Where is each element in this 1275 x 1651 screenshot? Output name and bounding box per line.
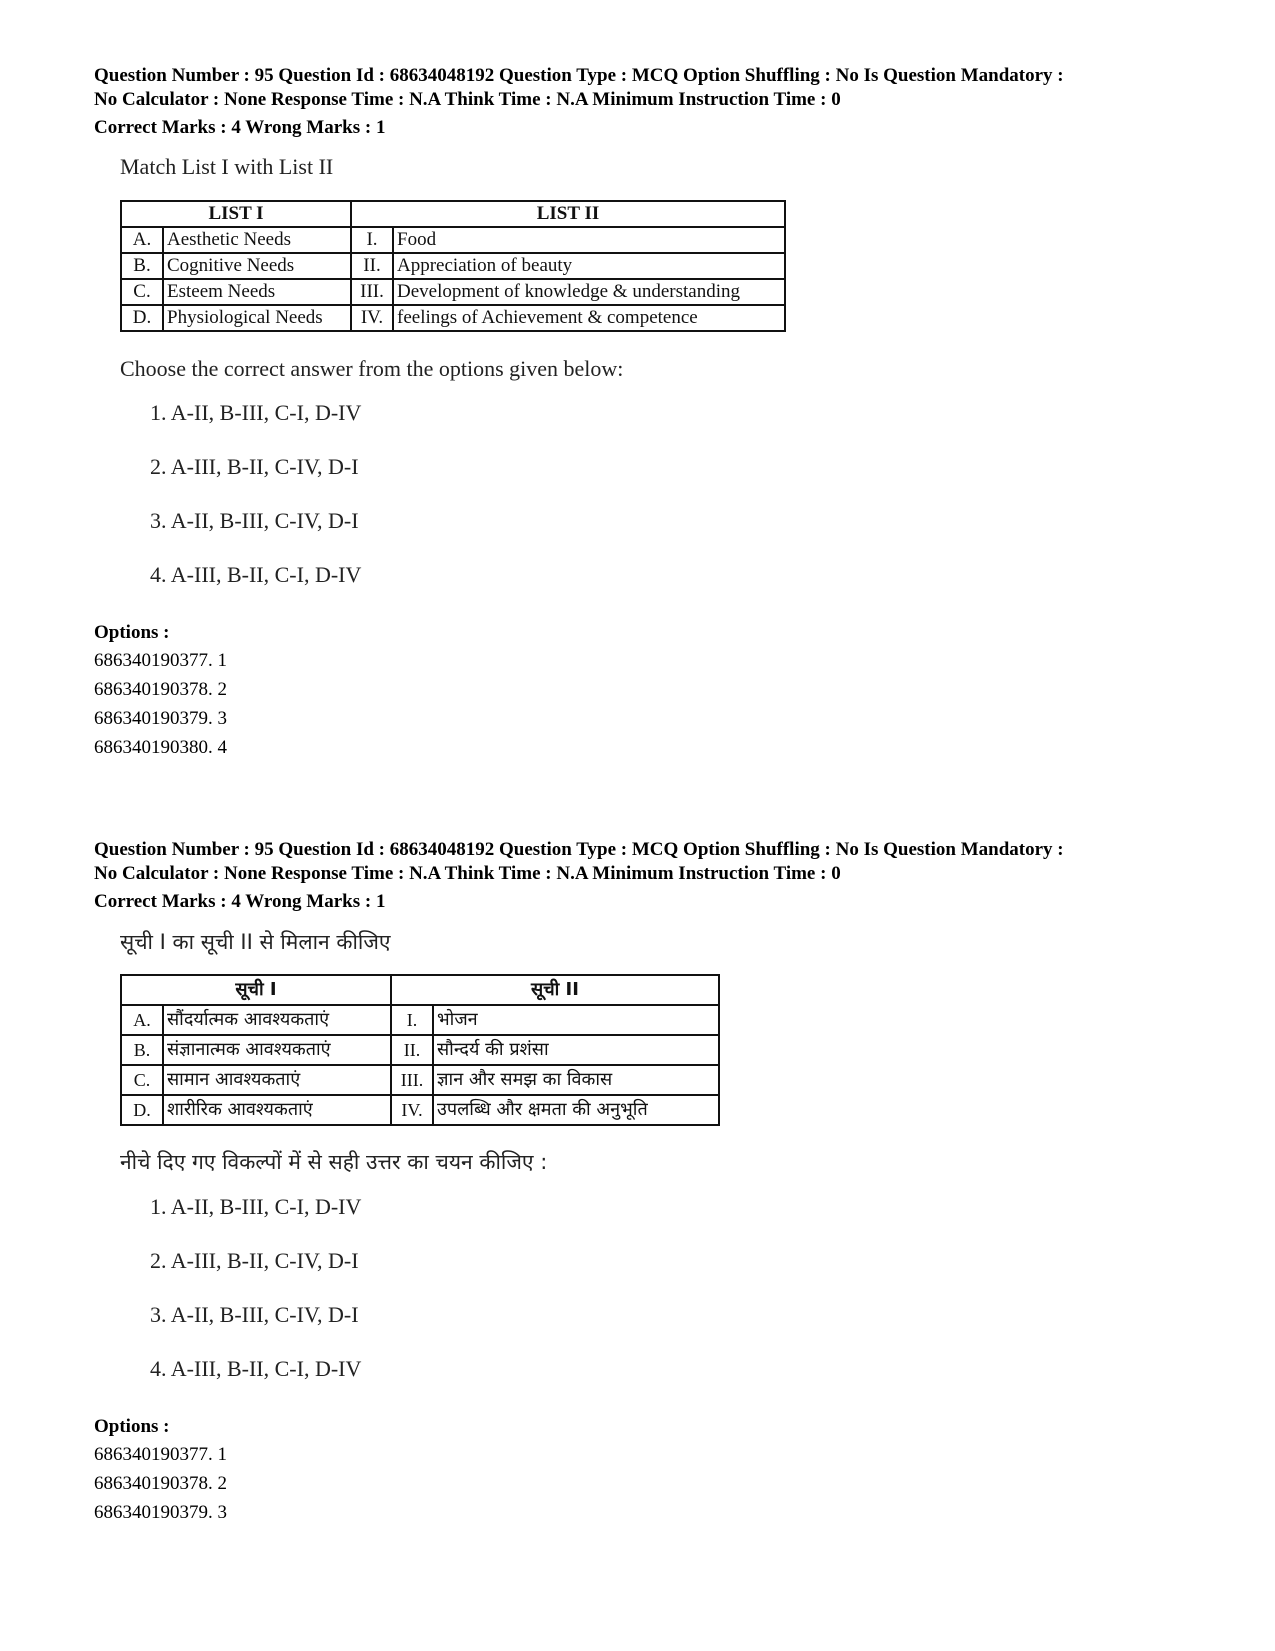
table-row bbox=[121, 1005, 719, 1035]
choose-instruction: Choose the correct answer from the options given below: bbox=[120, 356, 624, 381]
question-body bbox=[120, 154, 1214, 614]
match-table-header bbox=[121, 975, 719, 1005]
question-meta-line: No Calculator : None Response Time : N.A Think Time : N.A Minimum Instruction Time : 0 bbox=[94, 863, 841, 884]
match-table bbox=[120, 974, 720, 1126]
list1-item: सौंदर्यात्मक आवश्यकताएं bbox=[163, 1005, 391, 1035]
row-roman: II. bbox=[351, 253, 393, 279]
table-row bbox=[121, 253, 785, 279]
question-block-english bbox=[94, 64, 1214, 762]
question-meta-line: Question Number : 95 Question Id : 68634048192 Question Type : MCQ Option Shuffling : No Is Question Mandatory : bbox=[94, 65, 1064, 86]
list2-item: ज्ञान और समझ का विकास bbox=[433, 1065, 719, 1095]
question-body bbox=[120, 928, 1214, 1408]
list1-item: Esteem Needs bbox=[163, 279, 351, 305]
answer-choice: 4. A-III, B-II, C-I, D-IV bbox=[150, 562, 362, 587]
answer-list bbox=[150, 1192, 1214, 1408]
table-row bbox=[121, 1095, 719, 1125]
question-meta-line: No Calculator : None Response Time : N.A Think Time : N.A Minimum Instruction Time : 0 bbox=[94, 89, 841, 110]
answer-choice: 3. A-II, B-III, C-IV, D-I bbox=[150, 1302, 359, 1327]
list1-item: Aesthetic Needs bbox=[163, 227, 351, 253]
table-row bbox=[121, 227, 785, 253]
option-item: 686340190380. 4 bbox=[94, 737, 227, 758]
option-item: 686340190378. 2 bbox=[94, 679, 227, 700]
answer-choice: 1. A-II, B-III, C-I, D-IV bbox=[150, 1194, 362, 1219]
question-block-hindi bbox=[94, 838, 1214, 1527]
row-letter: B. bbox=[121, 1035, 163, 1065]
table-row bbox=[121, 305, 785, 331]
question-meta bbox=[94, 64, 1214, 140]
list1-header: LIST I bbox=[121, 201, 351, 227]
answer-choice: 4. A-III, B-II, C-I, D-IV bbox=[150, 1356, 362, 1381]
question-meta-line: Question Number : 95 Question Id : 68634048192 Question Type : MCQ Option Shuffling : No Is Question Mandatory : bbox=[94, 839, 1064, 860]
match-table-header bbox=[121, 201, 785, 227]
row-roman: IV. bbox=[391, 1095, 433, 1125]
list1-item: Cognitive Needs bbox=[163, 253, 351, 279]
answer-choice: 1. A-II, B-III, C-I, D-IV bbox=[150, 400, 362, 425]
option-item: 686340190378. 2 bbox=[94, 1473, 227, 1494]
row-letter: C. bbox=[121, 1065, 163, 1095]
option-item: 686340190377. 1 bbox=[94, 1444, 227, 1465]
options-label: Options : bbox=[94, 622, 170, 643]
answer-choice: 2. A-III, B-II, C-IV, D-I bbox=[150, 1248, 359, 1273]
marks-line: Correct Marks : 4 Wrong Marks : 1 bbox=[94, 891, 386, 912]
row-roman: III. bbox=[351, 279, 393, 305]
row-letter: D. bbox=[121, 305, 163, 331]
list2-item: सौन्दर्य की प्रशंसा bbox=[433, 1035, 719, 1065]
question-title: सूची I का सूची II से मिलान कीजिए bbox=[120, 930, 391, 954]
list2-header: सूची II bbox=[391, 975, 719, 1005]
row-letter: A. bbox=[121, 227, 163, 253]
marks-line: Correct Marks : 4 Wrong Marks : 1 bbox=[94, 117, 386, 138]
list2-header: LIST II bbox=[351, 201, 785, 227]
option-item: 686340190379. 3 bbox=[94, 1502, 227, 1523]
list2-item: Development of knowledge & understanding bbox=[393, 279, 785, 305]
options-label: Options : bbox=[94, 1416, 170, 1437]
table-row bbox=[121, 1065, 719, 1095]
table-row bbox=[121, 1035, 719, 1065]
list2-item: उपलब्धि और क्षमता की अनुभूति bbox=[433, 1095, 719, 1125]
question-title: Match List I with List II bbox=[120, 154, 334, 179]
list1-header: सूची I bbox=[121, 975, 391, 1005]
answer-list bbox=[150, 398, 1214, 614]
option-item: 686340190377. 1 bbox=[94, 650, 227, 671]
list1-item: Physiological Needs bbox=[163, 305, 351, 331]
answer-choice: 3. A-II, B-III, C-IV, D-I bbox=[150, 508, 359, 533]
row-roman: I. bbox=[391, 1005, 433, 1035]
row-letter: A. bbox=[121, 1005, 163, 1035]
option-item: 686340190379. 3 bbox=[94, 708, 227, 729]
table-row bbox=[121, 279, 785, 305]
list2-item: भोजन bbox=[433, 1005, 719, 1035]
choose-instruction: नीचे दिए गए विकल्पों में से सही उत्तर का चयन कीजिए : bbox=[120, 1150, 548, 1174]
row-letter: B. bbox=[121, 253, 163, 279]
list2-item: feelings of Achievement & competence bbox=[393, 305, 785, 331]
match-table bbox=[120, 200, 786, 332]
list1-item: शारीरिक आवश्यकताएं bbox=[163, 1095, 391, 1125]
row-roman: I. bbox=[351, 227, 393, 253]
question-meta bbox=[94, 838, 1214, 914]
list1-item: सामान आवश्यकताएं bbox=[163, 1065, 391, 1095]
answer-choice: 2. A-III, B-II, C-IV, D-I bbox=[150, 454, 359, 479]
list2-item: Appreciation of beauty bbox=[393, 253, 785, 279]
row-roman: II. bbox=[391, 1035, 433, 1065]
list2-item: Food bbox=[393, 227, 785, 253]
row-roman: IV. bbox=[351, 305, 393, 331]
row-roman: III. bbox=[391, 1065, 433, 1095]
list1-item: संज्ञानात्मक आवश्यकताएं bbox=[163, 1035, 391, 1065]
row-letter: D. bbox=[121, 1095, 163, 1125]
row-letter: C. bbox=[121, 279, 163, 305]
